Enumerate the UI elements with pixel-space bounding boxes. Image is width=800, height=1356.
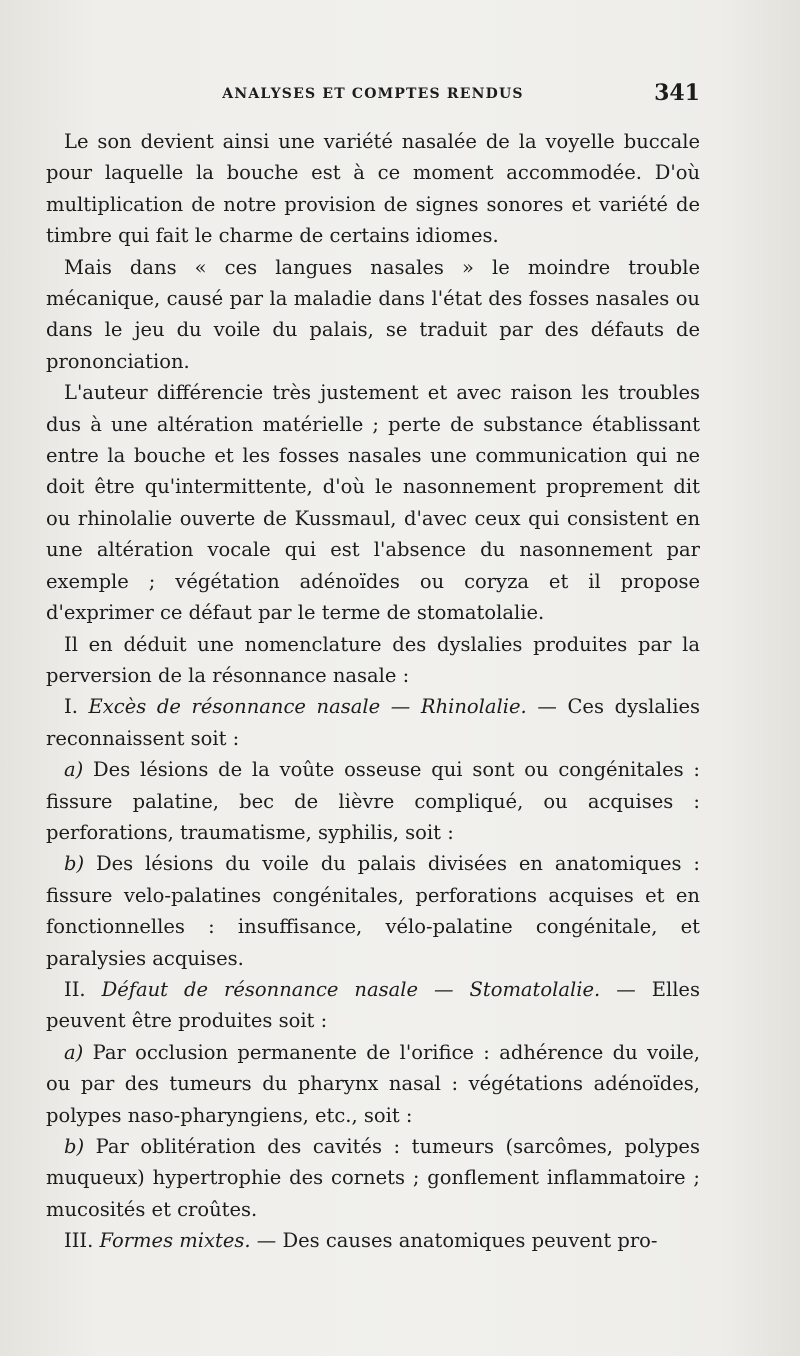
section-2-item-b (46, 1131, 700, 1225)
item-text: Par occlusion permanente de l'orifice : adhérence du voile, ou par des tumeurs du pharynx nasal : végétations adénoïdes, polypes naso-pharyngiens, etc., soit : (46, 1040, 701, 1127)
section-2-title: Défaut de résonnance nasale — Stomatolalie. (101, 977, 601, 1001)
item-text: Des lésions de la voûte osseuse qui sont ou congénitales : fissure palatine, bec de lièvre compliqué, ou acquises : perforations, traumatisme, syphilis, soit : (46, 758, 700, 844)
paragraph-4: Il en déduit une nomenclature des dyslalies produites par la perversion de la résonnance nasale : (46, 632, 700, 687)
section-2-item-a (46, 1037, 700, 1131)
section-1-number: I. (64, 695, 78, 719)
section-1-title: Excès de résonnance nasale — Rhinolalie. (88, 695, 527, 719)
section-3-number: III. (64, 1229, 94, 1253)
section-3-title: Formes mixtes. (99, 1229, 251, 1253)
item-label: b) (64, 852, 85, 876)
section-1-item-a (46, 754, 700, 848)
section-3-intro: — Des causes anatomiques peuvent pro- (256, 1229, 658, 1253)
item-text: Des lésions du voile du palais divisées en anatomiques : fissure velo-palatines congénitales, perforations acquises et en fonctionnelles : insuffisance, vélo-palatine congénitale, et paralysies acquises. (46, 852, 700, 970)
section-1-item-b (46, 848, 700, 974)
section-1-intro: — Ces dyslalies reconnaissent soit : (46, 695, 700, 750)
item-label: b) (64, 1135, 85, 1158)
section-2-intro: — Elles peuvent être produites soit : (46, 977, 700, 1033)
paragraph-3: L'auteur différencie très justement et avec raison les troubles dus à une altération matérielle ; perte de substance établissant entre la bouche et les fosses nasales une communication qui ne doit être qu'intermittente, d'où le nasonnement proprement dit ou rhinolalie ouverte de Kussmaul, d'avec ceux qui consistent en une altération vocale qui est l'absence du nasonnement par exemple ; végétation adénoïdes ou coryza et il propose d'exprimer ce défaut par le terme de stomatolalie. (46, 381, 700, 625)
section-1-heading (46, 691, 700, 754)
paragraph-2: Mais dans « ces langues nasales » le moindre trouble mécanique, causé par la maladie dans l'état des fosses nasales ou dans le jeu du voile du palais, se traduit par des défauts de prononciation. (46, 255, 700, 373)
page-header (46, 80, 700, 116)
item-text: Par oblitération des cavités : tumeurs (sarcômes, polypes muqueux) hypertrophie des cornets ; gonflement inflammatoire ; mucosités et croûtes. (46, 1135, 700, 1221)
running-head: ANALYSES ET COMPTES RENDUS (222, 86, 524, 102)
section-2-number: II. (64, 977, 86, 1001)
section-3-heading (46, 1225, 700, 1256)
page-number: 341 (654, 80, 700, 106)
item-label: a) (64, 758, 84, 782)
body-text (46, 126, 700, 1257)
item-label: a) (64, 1040, 84, 1064)
section-2-heading (46, 974, 700, 1037)
paragraph-1: Le son devient ainsi une variété nasalée de la voyelle buccale pour laquelle la bouche est à ce moment accommodée. D'où multiplication de notre provision de signes sonores et variété de timbre qui fait le charme de certains idiomes. (46, 130, 700, 248)
